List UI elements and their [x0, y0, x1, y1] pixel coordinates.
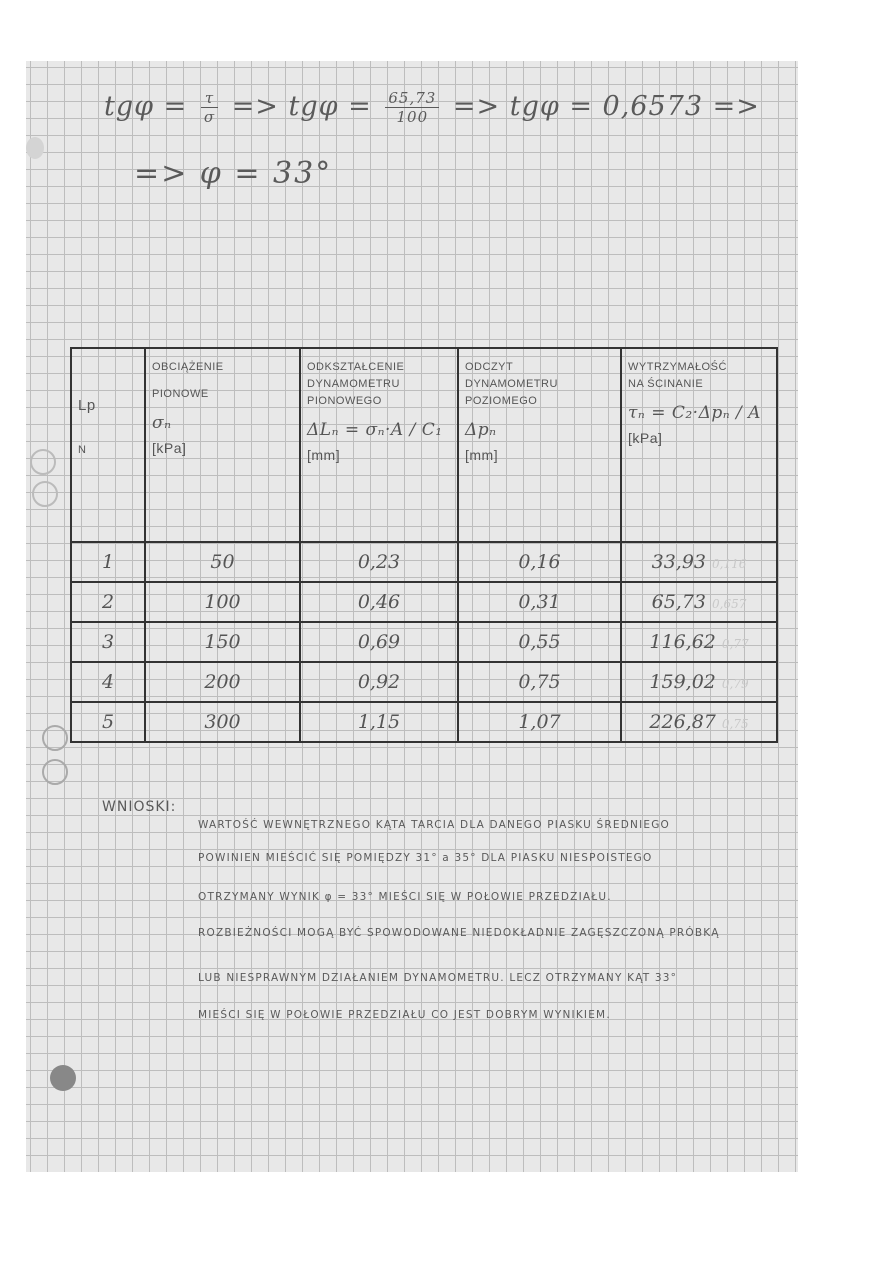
- table-row: 3 150 0,69 0,55 116,62 0,77: [71, 622, 777, 662]
- conclusion-line: WARTOŚĆ WEWNĘTRZNEGO KĄTA TARCIA DLA DANEGO PIASKU ŚREDNIEGO: [198, 819, 671, 831]
- fraction-values: $\frac{65,73}{100}$: [385, 89, 439, 126]
- punch-hole: [42, 759, 68, 785]
- table-row: 4 200 0,92 0,75 159,02 0,79: [71, 662, 777, 702]
- fraction-tau-sigma: $\frac{\tau}{\sigma}$: [201, 89, 218, 126]
- punch-hole: [26, 137, 44, 159]
- punch-hole: [50, 1065, 76, 1091]
- punch-hole: [32, 481, 58, 507]
- conclusion-line: POWINIEN MIEŚCIĆ SIĘ POMIĘDZY 31° a 35° DLA PIASKU NIESPOISTEGO: [198, 852, 653, 864]
- conclusion-line: MIEŚCI SIĘ W POŁOWIE PRZEDZIAŁU CO JEST DOBRYM WYNIKIEM.: [198, 1009, 611, 1021]
- conclusion-line: LUB NIESPRAWNYM DZIAŁANIEM DYNAMOMETRU. LECZ OTRZYMANY KĄT 33°: [198, 972, 678, 984]
- shear-test-table: [70, 347, 778, 743]
- notebook-page: [26, 61, 798, 1172]
- table-row: 5 300 1,15 1,07 226,87 0,75: [71, 702, 777, 742]
- punch-hole: [30, 449, 56, 475]
- conclusions-title: WNIOSKI:: [102, 799, 177, 815]
- conclusion-line: OTRZYMANY WYNIK φ = 33° MIEŚCI SIĘ W POŁOWIE PRZEDZIAŁU.: [198, 891, 612, 903]
- header-horizontal-reading: ODCZYT DYNAMOMETRU POZIOMEGO Δpₙ [mm]: [458, 348, 621, 542]
- friction-formula: tgφ = $\frac{\tau}{\sigma}$ => tgφ = $\frac{65,73}{100}$ => tgφ = 0,6573 =>: [104, 89, 760, 126]
- header-load: OBCIĄŻENIE PIONOWE σₙ [kPa]: [145, 348, 300, 542]
- header-shear-strength: WYTRZYMAŁOŚĆ NA ŚCINANIE τₙ = C₂·Δpₙ / A [kPa]: [621, 348, 777, 542]
- conclusion-line: ROZBIEŻNOŚCI MOGĄ BYĆ SPOWODOWANE NIEDOKŁADNIE ZAGĘSZCZONĄ PRÓBKĄ: [198, 927, 720, 939]
- header-lp: Lp N: [71, 348, 145, 542]
- punch-hole: [42, 725, 68, 751]
- angle-result: => φ = 33°: [134, 156, 333, 191]
- header-vertical-deformation: ODKSZTAŁCENIE DYNAMOMETRU PIONOWEGO ΔLₙ = σₙ·A / C₁ [mm]: [300, 348, 458, 542]
- table-row: 1 50 0,23 0,16 33,93 0,116: [71, 542, 777, 582]
- table-row: 2 100 0,46 0,31 65,73 0,657: [71, 582, 777, 622]
